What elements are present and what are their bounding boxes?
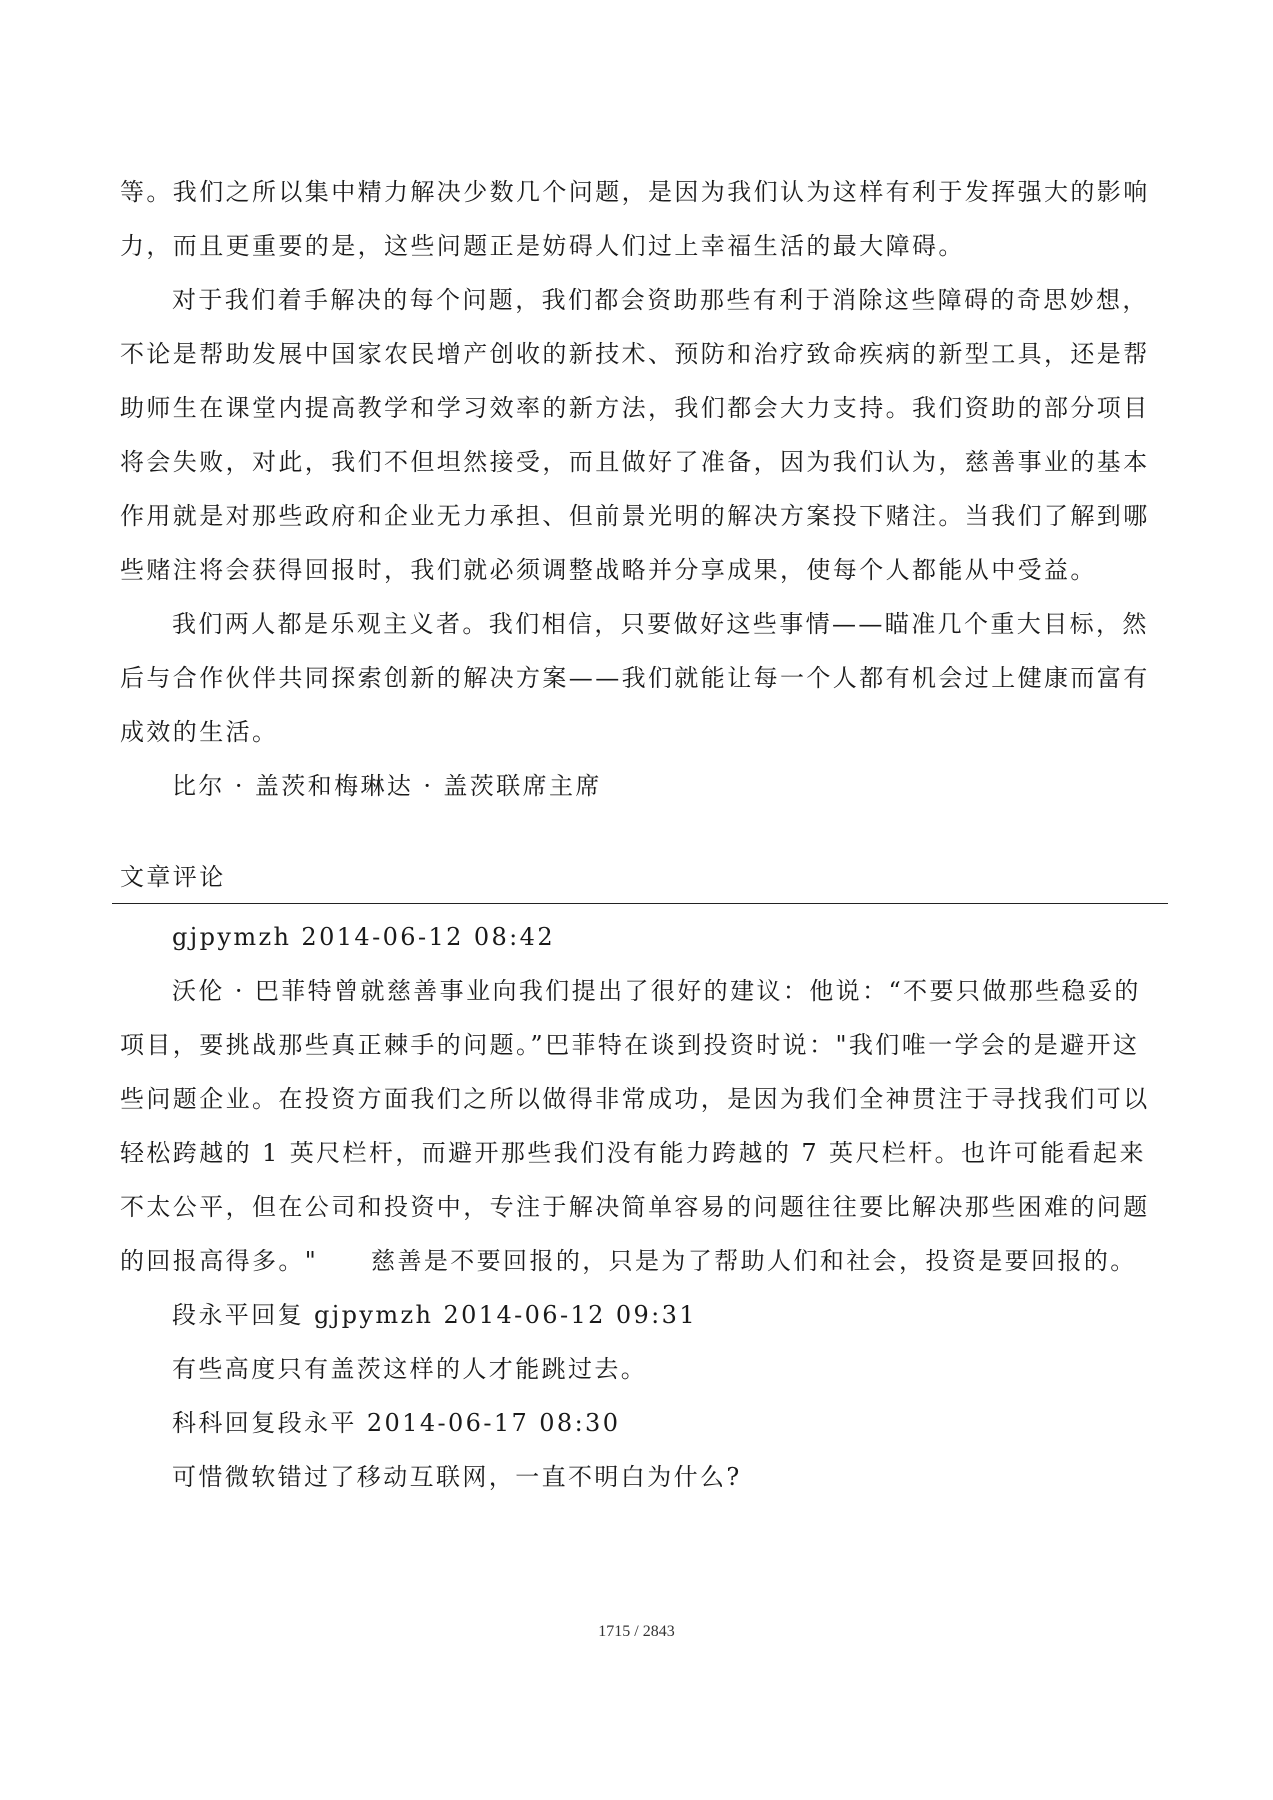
comment-meta: gjpymzh 2014-06-12 08:42 (172, 923, 555, 951)
article-signature: 比尔 · 盖茨和梅琳达 · 盖茨联席主席 (172, 772, 602, 800)
comment-body: 有些高度只有盖茨这样的人才能跳过去。 (172, 1355, 648, 1383)
section-divider (112, 903, 1168, 904)
article-paragraph-2: 对于我们着手解决的每个问题，我们都会资助那些有利于消除这些障碍的奇思妙想，不论是帮助发展中国家农民增产创收的新技术、预防和治疗致命疾病的新型工具，还是帮助师生在课堂内提高教学和学习效率的新方法，我们都会大力支持。我们资助的部分项目将会失败，对此，我们不但坦然接受，而且做好了准备，因为我们认为，慈善事业的基本作用就是对那些政府和企业无力承担、但前景光明的解决方案投下赌注。当我们了解到哪些赌注将会获得回报时，我们就必须调整战略并分享成果，使每个人都能从中受益。 (120, 286, 1150, 584)
article-paragraph-3: 我们两人都是乐观主义者。我们相信，只要做好这些事情——瞄准几个重大目标，然后与合作伙伴共同探索创新的解决方案——我们就能让每一个人都有机会过上健康而富有成效的生活。 (120, 610, 1150, 746)
comment-meta: 科科回复段永平 2014-06-17 08:30 (172, 1409, 621, 1437)
comment-body: 可惜微软错过了移动互联网，一直不明白为什么? (172, 1463, 742, 1491)
comments-section-title: 文章评论 (120, 863, 226, 891)
article-paragraph-1: 等。我们之所以集中精力解决少数几个问题，是因为我们认为这样有利于发挥强大的影响力，而且更重要的是，这些问题正是妨碍人们过上幸福生活的最大障碍。 (120, 178, 1150, 260)
page-content (120, 165, 1165, 1504)
comment-meta: 段永平回复 gjpymzh 2014-06-12 09:31 (172, 1301, 698, 1329)
page-number: 1715 / 2843 (598, 1623, 675, 1640)
comment-body: 沃伦 · 巴菲特曾就慈善事业向我们提出了很好的建议：他说：“不要只做那些稳妥的项目，要挑战那些真正棘手的问题。”巴菲特在谈到投资时说："我们唯一学会的是避开这些问题企业。在投资方面我们之所以做得非常成功，是因为我们全神贯注于寻找我们可以轻松跨越的 1 英尺栏杆，而避开那些我们没有能力跨越的 7 英尺栏杆。也许可能看起来不太公平，但在公司和投资中，专注于解决简单容易的问题往往要比解决那些困难的问题的回报高得多。" 慈善是不要回报的，只是为了帮助人们和社会，投资是要回报的。 (120, 977, 1150, 1275)
